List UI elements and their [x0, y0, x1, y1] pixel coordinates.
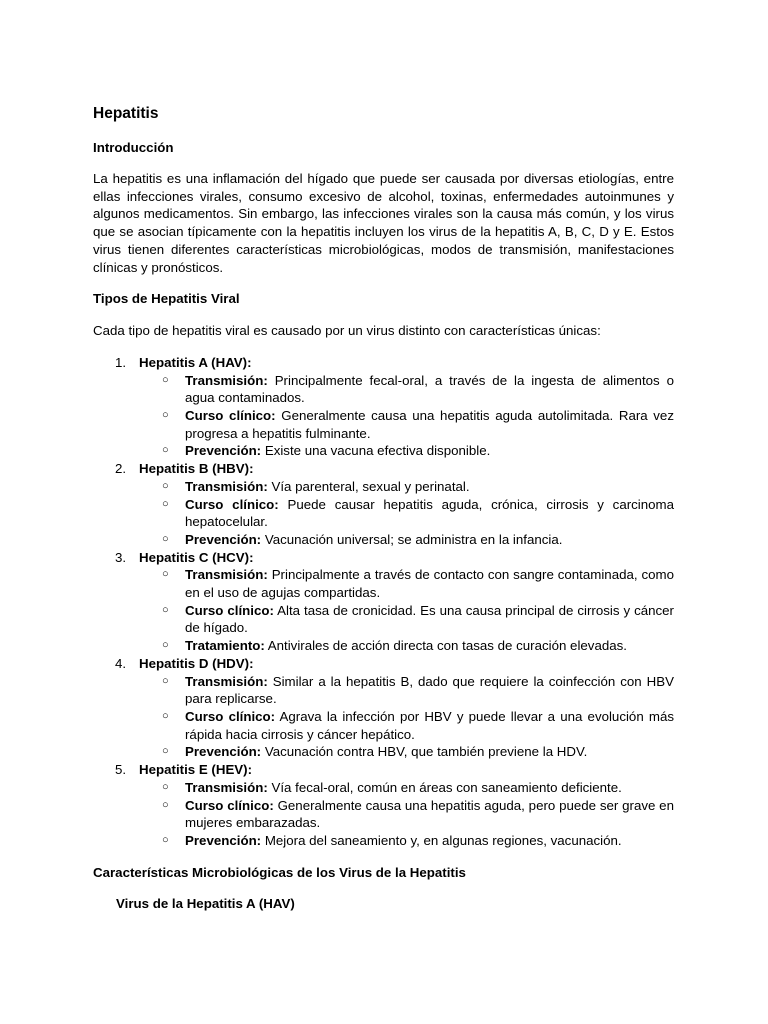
type-item-c: [93, 549, 674, 655]
type-name: Hepatitis A (HAV):: [139, 354, 252, 370]
detail-key: Prevención:: [185, 832, 262, 848]
hav-subheading: Virus de la Hepatitis A (HAV): [116, 895, 295, 911]
type-item-e: [93, 761, 674, 850]
detail-text: Generalmente causa una hepatitis aguda, pero puede ser grave en mujeres embarazadas.: [185, 797, 674, 831]
circle-bullet-icon: ○: [162, 532, 169, 545]
circle-bullet-icon: ○: [162, 674, 169, 687]
circle-bullet-icon: ○: [162, 373, 169, 386]
type-details: [139, 372, 674, 461]
detail-item: [139, 496, 674, 531]
detail-item: [139, 372, 674, 407]
detail-item: [139, 832, 674, 850]
detail-item: [139, 531, 674, 549]
detail-text: Puede causar hepatitis aguda, crónica, cirrosis y carcinoma hepatocelular.: [185, 496, 674, 530]
detail-key: Curso clínico:: [185, 496, 279, 512]
detail-key: Tratamiento:: [185, 638, 265, 654]
detail-text: Alta tasa de cronicidad. Es una causa principal de cirrosis y cáncer de hígado.: [185, 602, 674, 636]
detail-text: Similar a la hepatitis B, dado que requiere la coinfección con HBV para replicarse.: [185, 673, 674, 707]
detail-key: Curso clínico:: [185, 797, 274, 813]
circle-bullet-icon: ○: [162, 745, 169, 758]
detail-text: Vacunación contra HBV, que también previene la HDV.: [264, 744, 588, 760]
detail-key: Transmisión:: [185, 478, 268, 494]
detail-text: Principalmente fecal-oral, a través de la ingesta de alimentos o agua contaminados.: [185, 372, 674, 406]
detail-text: Generalmente causa una hepatitis aguda autolimitada. Rara vez progresa a hepatitis fulminante.: [185, 408, 674, 441]
type-name: Hepatitis B (HBV):: [139, 461, 254, 477]
type-name: Hepatitis D (HDV):: [139, 655, 254, 671]
list-number: 3.: [115, 549, 127, 565]
detail-item: [139, 478, 674, 496]
detail-item: [139, 566, 674, 601]
detail-text: Mejora del saneamiento y, en algunas regiones, vacunación.: [264, 832, 622, 848]
circle-bullet-icon: ○: [162, 568, 169, 581]
detail-text: Agrava la infección por HBV y puede llevar a una evolución más rápida hacia cirrosis y cáncer hepático.: [185, 708, 674, 742]
type-name: Hepatitis C (HCV):: [139, 549, 254, 565]
detail-key: Transmisión:: [185, 779, 268, 795]
list-number: 2.: [115, 461, 127, 477]
types-intro: Cada tipo de hepatitis viral es causado por un virus distinto con características únicas:: [93, 323, 601, 339]
type-name: Hepatitis E (HEV):: [139, 762, 253, 778]
detail-key: Transmisión:: [185, 673, 268, 689]
detail-key: Transmisión:: [185, 372, 268, 388]
list-number: 5.: [115, 762, 127, 778]
detail-key: Curso clínico:: [185, 408, 276, 424]
detail-text: Vacunación universal; se administra en la infancia.: [264, 531, 563, 547]
detail-item: [139, 743, 674, 761]
list-number: 1.: [115, 354, 127, 370]
hepatitis-types-list: [93, 354, 674, 850]
type-item-b: [93, 460, 674, 549]
intro-heading: Introducción: [93, 140, 174, 155]
detail-key: Curso clínico:: [185, 708, 276, 724]
detail-item: [139, 779, 674, 797]
document-page: [93, 104, 674, 913]
circle-bullet-icon: ○: [162, 444, 169, 457]
circle-bullet-icon: ○: [162, 497, 169, 510]
detail-item: [139, 673, 674, 708]
detail-item: [139, 442, 674, 460]
circle-bullet-icon: ○: [162, 833, 169, 846]
intro-paragraph: La hepatitis es una inflamación del hígado que puede ser causada por diversas etiologías, entre ellas infecciones virales, consumo excesivo de alcohol, toxinas, enfermedades autoinmunes y algunos medicamentos. Sin embargo, las infecciones virales son la causa más común, y los virus que se asocian típicamente con la hepatitis incluyen los virus de la hepatitis A, B, C, D y E. Estos virus tienen diferentes características microbiológicas, modos de transmisión, manifestaciones clínicas y pronósticos.: [93, 171, 674, 275]
detail-item: [139, 407, 674, 442]
type-item-a: [93, 354, 674, 460]
detail-key: Prevención:: [185, 744, 262, 760]
list-number: 4.: [115, 655, 127, 671]
detail-key: Transmisión:: [185, 567, 268, 583]
circle-bullet-icon: ○: [162, 603, 169, 616]
type-details: [139, 566, 674, 655]
detail-item: [139, 637, 674, 655]
circle-bullet-icon: ○: [162, 709, 169, 722]
type-item-d: [93, 655, 674, 761]
circle-bullet-icon: ○: [162, 639, 169, 652]
detail-text: Antivirales de acción directa con tasas de curación elevadas.: [267, 638, 627, 654]
circle-bullet-icon: ○: [162, 409, 169, 422]
detail-item: [139, 602, 674, 637]
detail-text: Existe una vacuna efectiva disponible.: [264, 443, 491, 459]
type-details: [139, 673, 674, 762]
detail-text: Vía fecal-oral, común en áreas con saneamiento deficiente.: [271, 779, 622, 795]
circle-bullet-icon: ○: [162, 780, 169, 793]
micro-heading: Características Microbiológicas de los Virus de la Hepatitis: [93, 864, 466, 880]
detail-key: Curso clínico:: [185, 602, 274, 618]
detail-item: [139, 797, 674, 832]
circle-bullet-icon: ○: [162, 798, 169, 811]
document-title: Hepatitis: [93, 105, 159, 122]
detail-item: [139, 708, 674, 743]
circle-bullet-icon: ○: [162, 479, 169, 492]
type-details: [139, 779, 674, 850]
detail-text: Principalmente a través de contacto con sangre contaminada, como en el uso de agujas compartidas.: [185, 567, 675, 601]
detail-text: Vía parenteral, sexual y perinatal.: [271, 478, 470, 494]
types-heading: Tipos de Hepatitis Viral: [93, 291, 240, 307]
detail-key: Prevención:: [185, 531, 262, 547]
detail-key: Prevención:: [185, 443, 262, 459]
type-details: [139, 478, 674, 549]
